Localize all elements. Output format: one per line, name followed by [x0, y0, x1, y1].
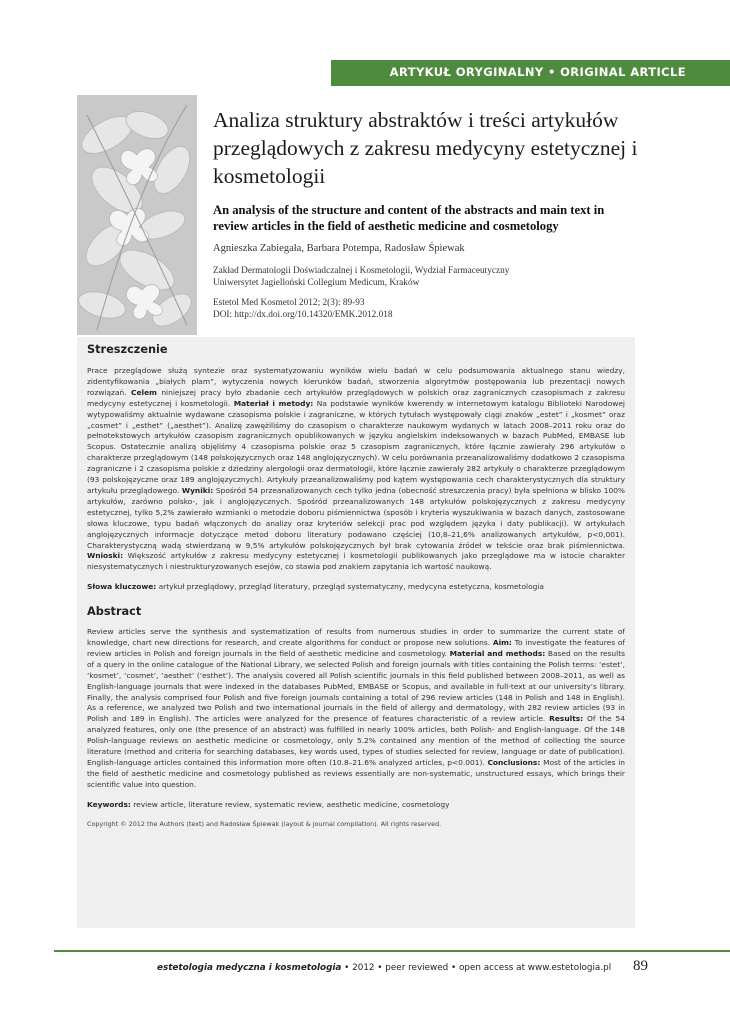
copyright-notice: Copyright © 2012 the Authors (text) and Radosław Śpiewak (layout & journal compilation). All rights reserved.: [87, 819, 442, 828]
affiliation-line: Uniwersytet Jagielloński Collegium Medicum, Kraków: [213, 278, 420, 288]
page-number: 89: [633, 958, 648, 974]
keywords-label: Keywords:: [87, 799, 131, 809]
affiliation-line: Zakład Dermatologii Doświadczalnej i Kosmetologii, Wydział Farmaceutyczny: [213, 266, 510, 276]
decorative-floral-image: [77, 95, 197, 335]
section-label: Celem: [131, 387, 157, 397]
section-label: Material and methods:: [449, 648, 546, 658]
abstract-text: Review articles serve the synthesis and systematization of results from numerous studies in order to summarize the current state of knowledge, chart new directions for research, and create algorithms for conduct or propose new solutions. Aim: To investigate the features of review articles in Polish and foreign journals in the field of aesthetic medicine and cosmetology. Material and methods: Based on the results of a query in the online catalogue of the National Library, we selected Polish and foreign journals with titles containing the Polish terms: ‘estet’, ‘kosmet’, ‘cosmet’, ‘aesthet’ (‘esthet’). The analysis covered all Polish scientific journals in this field published between 2008–2011, as well as English-language journals that were indexed in the databases PubMed, EMBASE or Scopus, and available in full-text at our university’s library. Finally, the analysis comprised four Polish and five foreign journals containing a total of 296 review articles (148 in Polish and 148 in English). As a reference, we analyzed two Polish and two international journals in the field of allergy and dermatology, with 282 review articles (93 in Polish and 189 in English). The articles were analyzed for the presence of features characteristic of a review article. Results: Of the 54 analyzed features, only one (the presence of an abstract) was fulfilled in nearly 100% articles, both Polish- and English-language. Of the 148 Polish-language reviews on aesthetic medicine or cosmetology, only 5.2% contained any mention of the method of collecting the source literature (method and criteria for searching databases, key words used, types of studies selected for review, language or date of publication). English-language articles contained this information more often (10.8–21.6% analyzed articles, p<0.001). Conclusions: Most of the articles in the field of aesthetic medicine and cosmetology published as reviews essentially are non-systematic, unstructured essays, which brings their scientific value into question.: [87, 627, 625, 789]
section-label: Conclusions:: [487, 758, 541, 767]
footer-divider: [54, 950, 730, 952]
abstract-panel: [77, 337, 635, 928]
journal-footer: [157, 963, 611, 973]
keywords-polish: Słowa kluczowe: artykuł przeglądowy, przegląd literatury, przegląd systematyczny, medycyna estetyczna, kosmetologia: [87, 582, 544, 592]
section-label: Materiał i metody:: [233, 398, 314, 408]
authors: Agnieszka Zabiegała, Barbara Potempa, Radosław Śpiewak: [213, 243, 465, 254]
article-title: Analiza struktury abstraktów i treści artykułów przeglądowych z zakresu medycyny estetycznej i kosmetologii: [213, 108, 638, 188]
citation-block: [213, 297, 393, 321]
section-label: Wyniki:: [181, 485, 214, 495]
journal-name: estetologia medyczna i kosmetologia: [157, 963, 342, 973]
floral-illustration: [77, 95, 197, 335]
keywords-label: Słowa kluczowe:: [87, 582, 157, 592]
journal-citation: Estetol Med Kosmetol 2012; 2(3): 89-93: [213, 298, 365, 308]
streszczenie-heading: Streszczenie: [87, 343, 168, 356]
footer-info: • 2012 • peer reviewed • open access at www.estetologia.pl: [341, 963, 612, 973]
streszczenie-text: Prace przeglądowe służą syntezie oraz systematyzowaniu wyników wielu badań w celu podsumowania aktualnego stanu wiedzy, zidentyfikowania „białych plam”, wytyczenia nowych kierunków badań, stworzenia algorytmów postępowania lub prezentacji nowych rozwiązań. Celem niniejszej pracy było zbadanie cech artykułów przeglądowych w polskich oraz zagranicznych czasopismach z zakresu medycyny estetycznej i kosmetologii. Materiał i metody: Na podstawie wyników kwerendy w internetowym katalogu Biblioteki Narodowej wytypowaliśmy aktualnie wydawane czasopisma polskie i zagraniczne, w których tytułach występowały ciągi znaków „estet” i „kosmet” oraz „cosmet” i „esthet” („aesthet”). Analizę zawężiliśmy do czasopism o charakterze naukowym wydanych w latach 2008–2011 roku oraz do pełnotekstowych artykułów czasopism zagranicznych opublikowanych w języku angielskim indeksowanych w bazach PubMed, EMBASE lub Scopus. Ostatecznie analizą objęliśmy 4 czasopisma polskie oraz 5 czasopism zagranicznych, które łącznie zawierały 296 artykułów o charakterze przeglądowym (148 polskojęzycznych oraz 148 anglojęzycznych). W celu porównania przeanalizowaliśmy dodatkowo 2 czasopisma zagraniczne i 2 czasopisma polskie z dziedziny alergologii oraz dermatologii, które łącznie zawierały 282 artykuły o charakterze przeglądowym (93 polskojęzyczne oraz 189 anglojęzycznych). Artykuły przeanalizowaliśmy pod kątem występowania cech charakterystycznych dla struktury artykułu przeglądowego. Wyniki: Spośród 54 przeanalizowanych cech tylko jedna (obecność streszczenia pracy) była spełniona w blisko 100% artykułów, zarówno polsko-, jak i anglojęzycznych. Spośród przeanalizowanych 148 artykułów polskojęzycznych z zakresu medycyny estetycznej, tylko 5,2% zawierało wzmianki o metodzie doboru piśmiennictwa (sposób i kryteria wyszukiwania w bazach danych, zastosowane słowa kluczowe, typu badań włączonych do analizy oraz kryteriów selekcji prac pod względem języka i daty publikacji). W artykułach anglojęzycznych informacje dotyczące metod doboru literatury podawano częściej (10,8–21,6% analizowanych artykułów, p<0,001). Charakterystyczną wadą stwierdzaną w 9,5% artykułów polskojęzycznych był brak cytowania źródeł w tekście oraz brak piśmiennictwa. Wnioski: Większość artykułów z zakresu medycyny estetycznej i kosmetologii publikowanych jako przeglądowe ma w istocie charakter niesystematycznych i niestrukturyzowanych esejów, co stawia pod znakiem zapytania ich wartość naukową.: [87, 366, 626, 572]
article-category-banner: [331, 60, 730, 84]
header-divider: [331, 84, 730, 86]
section-label: Wnioski:: [87, 551, 124, 561]
article-subtitle-english: An analysis of the structure and content of the abstracts and main text in review articles in the field of aesthetic medicine and cosmetology: [213, 203, 605, 233]
section-label: Aim:: [492, 638, 512, 648]
keywords-english: Keywords: review article, literature review, systematic review, aesthetic medicine, cosmetology: [87, 799, 450, 809]
doi-link[interactable]: DOI: http://dx.doi.org/10.14320/EMK.2012.018: [213, 310, 393, 320]
article-category-label: ARTYKUŁ ORYGINALNY • ORIGINAL ARTICLE: [389, 65, 686, 79]
abstract-heading: Abstract: [87, 605, 142, 619]
section-label: Results:: [549, 714, 584, 724]
affiliation: [213, 265, 509, 289]
